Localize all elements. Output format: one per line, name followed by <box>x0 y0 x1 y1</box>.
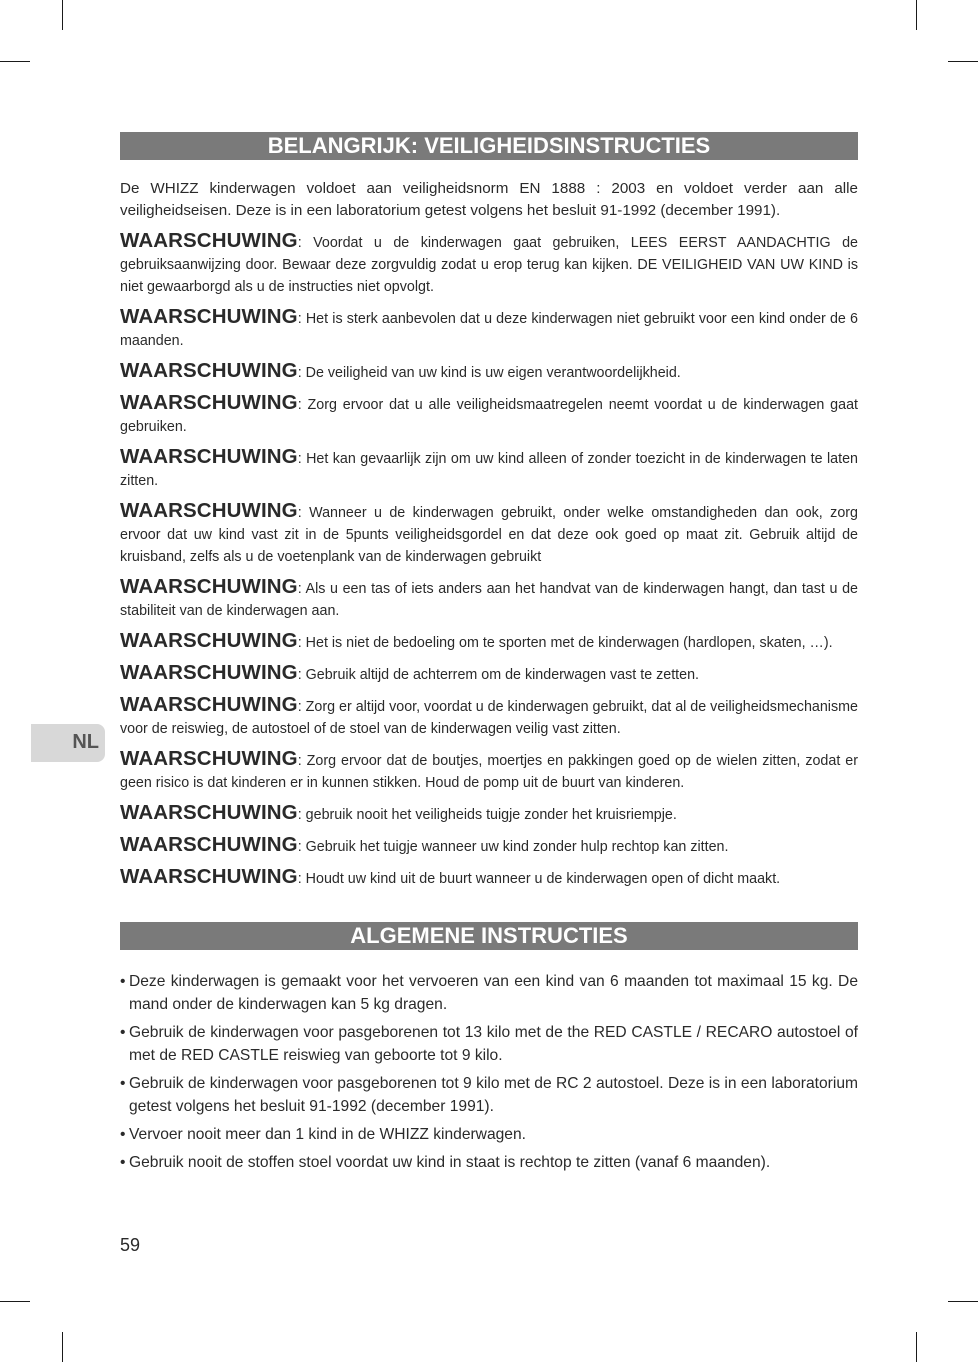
warning-label: WAARSCHUWING <box>120 865 298 888</box>
warning-text: : Zorg ervoor dat u alle veiligheidsmaatregelen neemt voordat u de kinderwagen gaat gebruiken. <box>120 397 858 435</box>
warning-item <box>120 392 858 438</box>
warning-text: : Het is niet de bedoeling om te sporten met de kinderwagen (hardlopen, skaten, …). <box>297 635 833 651</box>
crop-mark <box>62 1332 63 1362</box>
list-item: • Vervoer nooit meer dan 1 kind in de WHIZZ kinderwagen. <box>120 1123 858 1146</box>
crop-mark <box>0 1301 30 1302</box>
crop-mark <box>0 61 30 62</box>
warning-item <box>120 694 858 740</box>
warning-text: : Zorg er altijd voor, voordat u de kinderwagen gebruikt, dat al de veiligheidsmechanisme voor de reiswieg, de autostoel of de stoel van de kinderwagen veilig vast zitten. <box>120 699 858 737</box>
warning-text: : Het kan gevaarlijk zijn om uw kind alleen of zonder toezicht in de kinderwagen te laten zitten. <box>120 451 858 489</box>
warning-item <box>120 446 858 492</box>
warning-text: : Wanneer u de kinderwagen gebruikt, onder welke omstandigheden dan ook, zorg ervoor dat uw kind vast zit in de 5punts veiligheidsgordel en dat deze ook goed op maat zit. Gebruik altijd de kruisband, zelfs als u de voetenplank van de kinderwagen gebruikt <box>120 505 858 565</box>
warning-label: WAARSCHUWING <box>120 661 298 684</box>
warning-text: : Zorg ervoor dat de boutjes, moertjes en pakkingen goed op de wielen zitten, zodat er geen risico is dat kinderen er in kunnen stikken. Houd de pomp uit de buurt van kinderen. <box>120 753 858 791</box>
crop-mark <box>916 0 917 30</box>
warning-item <box>120 662 858 686</box>
warning-label: WAARSCHUWING <box>120 229 298 252</box>
warning-label: WAARSCHUWING <box>120 801 298 824</box>
warning-item <box>120 230 858 298</box>
warning-text: : De veiligheid van uw kind is uw eigen verantwoordelijkheid. <box>297 365 681 381</box>
warning-text: : Voordat u de kinderwagen gaat gebruiken, LEES EERST AANDACHTIG de gebruiksaanwijzing door. Bewaar deze zorgvuldig zodat u erop terug kan kijken. DE VEILIGHEID VAN UW KIND is niet gewaarborgd als u de instructies niet opvolgt. <box>120 235 858 295</box>
list-item: • Gebruik de kinderwagen voor pasgeborenen tot 13 kilo met de the RED CASTLE / RECARO autostoel of met de RED CASTLE reiswieg van geboorte tot 9 kilo. <box>120 1021 858 1067</box>
warning-text: : Het is sterk aanbevolen dat u deze kinderwagen niet gebruikt voor een kind onder de 6 maanden. <box>120 311 858 349</box>
warning-item <box>120 360 858 384</box>
warning-item <box>120 500 858 568</box>
warning-label: WAARSCHUWING <box>120 305 298 328</box>
warning-item <box>120 306 858 352</box>
warning-label: WAARSCHUWING <box>120 499 298 522</box>
warning-label: WAARSCHUWING <box>120 391 298 414</box>
language-tab <box>31 724 105 762</box>
list-item: • Deze kinderwagen is gemaakt voor het vervoeren van een kind van 6 maanden tot maximaal 15 kg. De mand onder de kinderwagen kan 5 kg dragen. <box>120 970 858 1016</box>
warning-item <box>120 576 858 622</box>
page-number: 59 <box>120 1235 141 1255</box>
warning-text: : gebruik nooit het veiligheids tuigje zonder het kruisriempje. <box>297 807 677 823</box>
warning-label: WAARSCHUWING <box>120 575 298 598</box>
warning-text: : Gebruik het tuigje wanneer uw kind zonder hulp rechtop kan zitten. <box>297 839 729 855</box>
warning-item <box>120 630 858 654</box>
warning-label: WAARSCHUWING <box>120 629 298 652</box>
warning-item <box>120 866 858 890</box>
list-item: • Gebruik nooit de stoffen stoel voordat uw kind in staat is rechtop te zitten (vanaf 6 maanden). <box>120 1151 858 1174</box>
warning-item <box>120 834 858 858</box>
crop-mark <box>62 0 63 30</box>
warning-list <box>120 230 858 890</box>
language-tab-label: NL <box>72 731 99 753</box>
warning-text: : Als u een tas of iets anders aan het handvat van de kinderwagen hangt, dan tast u de stabiliteit van de kinderwagen aan. <box>120 581 858 619</box>
warning-label: WAARSCHUWING <box>120 445 298 468</box>
warning-label: WAARSCHUWING <box>120 747 298 770</box>
warning-text: : Houdt uw kind uit de buurt wanneer u de kinderwagen open of dicht maakt. <box>297 871 781 887</box>
warning-item <box>120 748 858 794</box>
warning-item <box>120 802 858 826</box>
crop-mark <box>948 1301 978 1302</box>
general-instructions-list <box>120 970 858 1174</box>
crop-mark <box>916 1332 917 1362</box>
safety-section-title: BELANGRIJK: VEILIGHEIDSINSTRUCTIES <box>120 132 858 160</box>
warning-text: : Gebruik altijd de achterrem om de kinderwagen vast te zetten. <box>297 667 700 683</box>
list-item: • Gebruik de kinderwagen voor pasgeborenen tot 9 kilo met de RC 2 autostoel. Deze is in een laboratorium getest volgens het besluit 91-1992 (december 1991). <box>120 1072 858 1118</box>
warning-label: WAARSCHUWING <box>120 833 298 856</box>
safety-intro: De WHIZZ kinderwagen voldoet aan veiligheidsnorm EN 1888 : 2003 en voldoet verder aan alle veiligheidseisen. Deze is in een laboratorium getest volgens het besluit 91-1992 (december 1991). <box>120 180 858 219</box>
warning-label: WAARSCHUWING <box>120 693 298 716</box>
page-content <box>120 132 858 1179</box>
crop-mark <box>948 61 978 62</box>
general-section-title: ALGEMENE INSTRUCTIES <box>120 922 858 950</box>
warning-label: WAARSCHUWING <box>120 359 298 382</box>
